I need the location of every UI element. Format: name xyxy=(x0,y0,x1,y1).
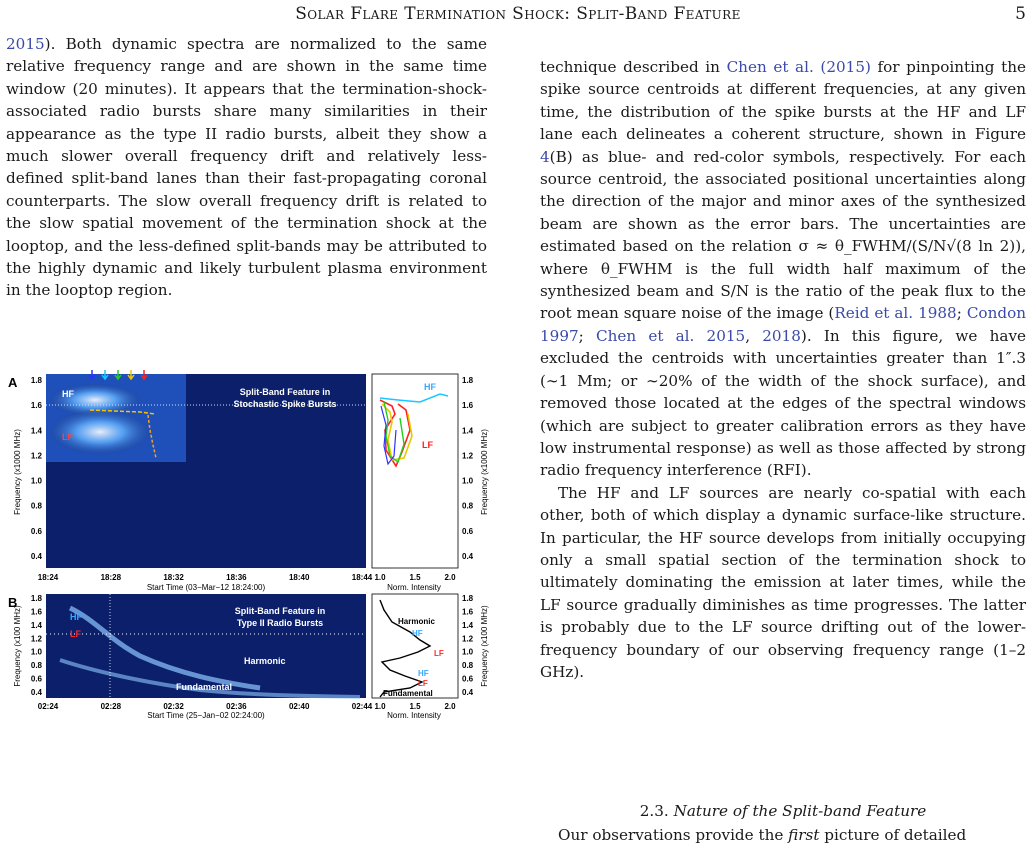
tick-label: 2.0 xyxy=(444,573,456,582)
panel-b-harmonic-label: Harmonic xyxy=(244,656,286,666)
tick-label: 18:32 xyxy=(163,573,184,582)
citation-link[interactable]: Chen et al. (2015) xyxy=(726,58,871,76)
panel-b-side-harmonic: Harmonic xyxy=(398,617,435,626)
panel-b-title-2: Type II Radio Bursts xyxy=(236,618,324,628)
panel-a-side-yticks xyxy=(462,376,474,561)
panel-b-fundamental-label: Fundamental xyxy=(176,682,233,692)
panel-b-yticks xyxy=(31,594,43,697)
tick-label: 02:40 xyxy=(288,702,310,711)
tick-label: 1.2 xyxy=(30,634,42,644)
panel-a-hf-label: HF xyxy=(62,389,74,399)
tick-label: 1.8 xyxy=(30,594,42,603)
right-column xyxy=(540,56,1026,683)
panel-a-side-hf-label: HF xyxy=(424,382,436,392)
citation-link[interactable]: 2018 xyxy=(762,326,801,345)
text-run: (B) as blue- and red-color symbols, respectively. For each source centroid, the associated positional uncertainties along the direction of the major and minor axes of the synthesized beam are shown as the error bars. The uncertainties are estimated based on the relation σ ≈ θ_FWHM/(S/N√(8 ln 2)), where θ_FWHM is the full width half maximum of the synthesized beam and S/N is the ratio of the peak flux to the root mean square noise of the image ( xyxy=(540,147,1026,323)
panel-b-side-hf-lower: HF xyxy=(418,669,429,678)
continuation-emphasis: first xyxy=(788,826,820,844)
tick-label: 02:36 xyxy=(226,702,247,711)
right-paragraph-2: The HF and LF sources are nearly co-spatial with each other, both of which display a dynamic surface-like structure. In particular, the HF source develops from initially occupying only a small spatial section of the termination shock to ultimately dominating the emission at later times, while the LF source gradually diminishes as time progresses. The latter is probably due to the LF source drifting out of the lower-frequency boundary of our observing frequency range (1–2 GHz). xyxy=(540,483,1026,681)
text-run: for pinpointing the spike source centroids at different frequencies, at any given time, the distribution of the spike bursts at the HF and LF lane each delineates a coherent structure, shown in Figure xyxy=(540,58,1026,144)
citation-link[interactable]: Condon 1997 xyxy=(540,304,1027,345)
panel-b-xaxis-svg xyxy=(0,700,490,720)
left-paragraph-1 xyxy=(6,33,487,302)
tick-label: 18:24 xyxy=(37,573,59,582)
tick-label: 0.8 xyxy=(30,661,42,671)
tick-label: 1.4 xyxy=(462,426,474,436)
continuation-post: picture of detailed xyxy=(819,826,967,844)
panel-b-lf-label: LF xyxy=(70,629,81,639)
panel-b-letter: B xyxy=(8,595,18,610)
panel-b-hf-label: HF xyxy=(70,612,82,622)
running-header xyxy=(0,2,1036,28)
section-heading-number: 2.3. xyxy=(639,802,669,820)
panel-b-xticks xyxy=(38,702,373,711)
panel-a-lf-label: LF xyxy=(62,432,73,442)
panel-a-yticks xyxy=(31,376,43,561)
panel-b-side-ylabel: Frequency (x100 MHz) xyxy=(480,605,489,687)
text-run: , xyxy=(745,326,763,345)
panel-b-side-lf-lower: LF xyxy=(418,679,428,688)
panel-b-side-fundamental: Fundamental xyxy=(383,689,433,698)
text-run: ). In this figure, we have excluded the centroids with uncertainties greater than 1″.3 (∼1 Mm; or ∼20% of the width of the shock surface), and removed those located at the edges of the spectral windows (which are subject to greater calibration errors as they have low instrumental response) as well as those affected by strong radio frequency interference (RFI). xyxy=(540,326,1027,480)
tick-label: 1.0 xyxy=(30,647,42,657)
tick-label: 1.4 xyxy=(462,620,474,630)
tick-label: 02:32 xyxy=(163,702,184,711)
tick-label: 18:36 xyxy=(226,573,247,582)
tick-label: 0.4 xyxy=(30,688,42,697)
figure-svg xyxy=(0,370,490,700)
tick-label: 0.4 xyxy=(462,552,474,561)
continuation-line xyxy=(540,826,1026,844)
panel-b-side-xticks xyxy=(374,702,456,711)
panel-b-side-plot xyxy=(372,594,458,698)
tick-label: 1.2 xyxy=(462,451,474,461)
panel-a-side-xlabel: Norm. Intensity xyxy=(387,583,441,592)
running-title: Solar Flare Termination Shock: Split-Band Feature xyxy=(295,4,741,24)
tick-label: 1.8 xyxy=(462,376,474,385)
panel-a-xticks xyxy=(38,573,373,582)
tick-label: 0.6 xyxy=(462,674,474,684)
tick-label: 0.6 xyxy=(30,526,42,536)
panel-a-title-1: Split-Band Feature in xyxy=(239,387,331,397)
tick-label: 1.0 xyxy=(462,476,474,486)
section-heading xyxy=(540,802,1026,820)
panel-b-side-lf-upper: LF xyxy=(434,649,444,658)
citation-link[interactable]: 2015 xyxy=(6,35,45,53)
tick-label: 1.5 xyxy=(409,573,421,582)
panel-a-xlabel: Start Time (03−Mar−12 18:24:00) xyxy=(146,583,266,592)
tick-label: 0.4 xyxy=(30,552,42,561)
tick-label: 0.8 xyxy=(462,661,474,671)
tick-label: 2.0 xyxy=(444,702,456,711)
text-run: ; xyxy=(578,326,596,345)
section-heading-title: Nature of the Split-band Feature xyxy=(673,802,927,820)
tick-label: 0.6 xyxy=(30,674,42,684)
panel-a-letter: A xyxy=(8,375,18,390)
citation-link[interactable]: 4 xyxy=(540,147,550,166)
continuation-pre: Our observations provide the xyxy=(558,826,789,844)
panel-a-side-xticks xyxy=(374,573,456,582)
tick-label: 1.2 xyxy=(30,451,42,461)
left-column xyxy=(6,33,487,302)
panel-a-ylabel: Frequency (x1000 MHz) xyxy=(13,429,22,515)
tick-label: 1.5 xyxy=(409,702,421,711)
tick-label: 02:44 xyxy=(351,702,373,711)
tick-label: 18:44 xyxy=(351,573,373,582)
tick-label: 0.8 xyxy=(462,501,474,511)
tick-label: 1.2 xyxy=(462,634,474,644)
tick-label: 1.0 xyxy=(30,476,42,486)
tick-label: 1.4 xyxy=(30,620,42,630)
tick-label: 02:24 xyxy=(37,702,59,711)
tick-label: 1.0 xyxy=(462,647,474,657)
tick-label: 1.0 xyxy=(374,702,386,711)
citation-link[interactable]: Chen et al. 2015 xyxy=(595,326,746,345)
tick-label: 1.8 xyxy=(30,376,42,385)
tick-label: 0.6 xyxy=(462,526,474,536)
panel-b-side-yticks xyxy=(462,594,474,697)
page-number: 5 xyxy=(1015,4,1026,24)
citation-link[interactable]: Reid et al. 1988 xyxy=(834,304,957,323)
text-run: technique described in xyxy=(540,58,727,76)
tick-label: 1.6 xyxy=(30,607,42,617)
tick-label: 1.4 xyxy=(30,426,42,436)
panel-b-title-1: Split-Band Feature in xyxy=(234,606,326,616)
tick-label: 0.4 xyxy=(462,688,474,697)
tick-label: 0.8 xyxy=(30,501,42,511)
tick-label: 02:28 xyxy=(100,702,122,711)
tick-label: 1.8 xyxy=(462,594,474,603)
tick-label: 1.6 xyxy=(462,607,474,617)
tick-label: 1.6 xyxy=(462,401,474,411)
text-run: ; xyxy=(956,304,967,323)
text-run: ). Both dynamic spectra are normalized to the same relative frequency range and are shown in the same time window (20 minutes). It appears that the termination-shock-associated radio bursts share many similarities in their appearance as the type II radio bursts, albeit they show a much slower overall frequency drift and relatively less-defined split-band lanes than their fast-propagating coronal counterparts. The slow overall frequency drift is related to the slow spatial movement of the termination shock at the looptop, and the less-defined split-bands may be attributed to the highly dynamic and likely turbulent plasma environment in the looptop region. xyxy=(6,35,487,300)
right-paragraph-1 xyxy=(540,56,1026,482)
panel-b-ylabel: Frequency (x100 MHz) xyxy=(13,605,22,687)
tick-label: 1.6 xyxy=(30,401,42,411)
panel-a-side-ylabel: Frequency (x1000 MHz) xyxy=(480,429,489,515)
tick-label: 18:40 xyxy=(288,573,310,582)
panel-a-title-2: Stochastic Spike Bursts xyxy=(233,399,337,409)
panel-b-side-hf-upper: HF xyxy=(412,629,423,638)
tick-label: 18:28 xyxy=(100,573,122,582)
panel-b-xlabel: Start Time (25−Jan−02 02:24:00) xyxy=(147,711,265,720)
tick-label: 1.0 xyxy=(374,573,386,582)
panel-b-side-xlabel: Norm. Intensity xyxy=(387,711,441,720)
figure-4 xyxy=(0,370,490,700)
panel-a-side-lf-label: LF xyxy=(422,440,433,450)
panel-b-xaxis xyxy=(0,700,490,720)
